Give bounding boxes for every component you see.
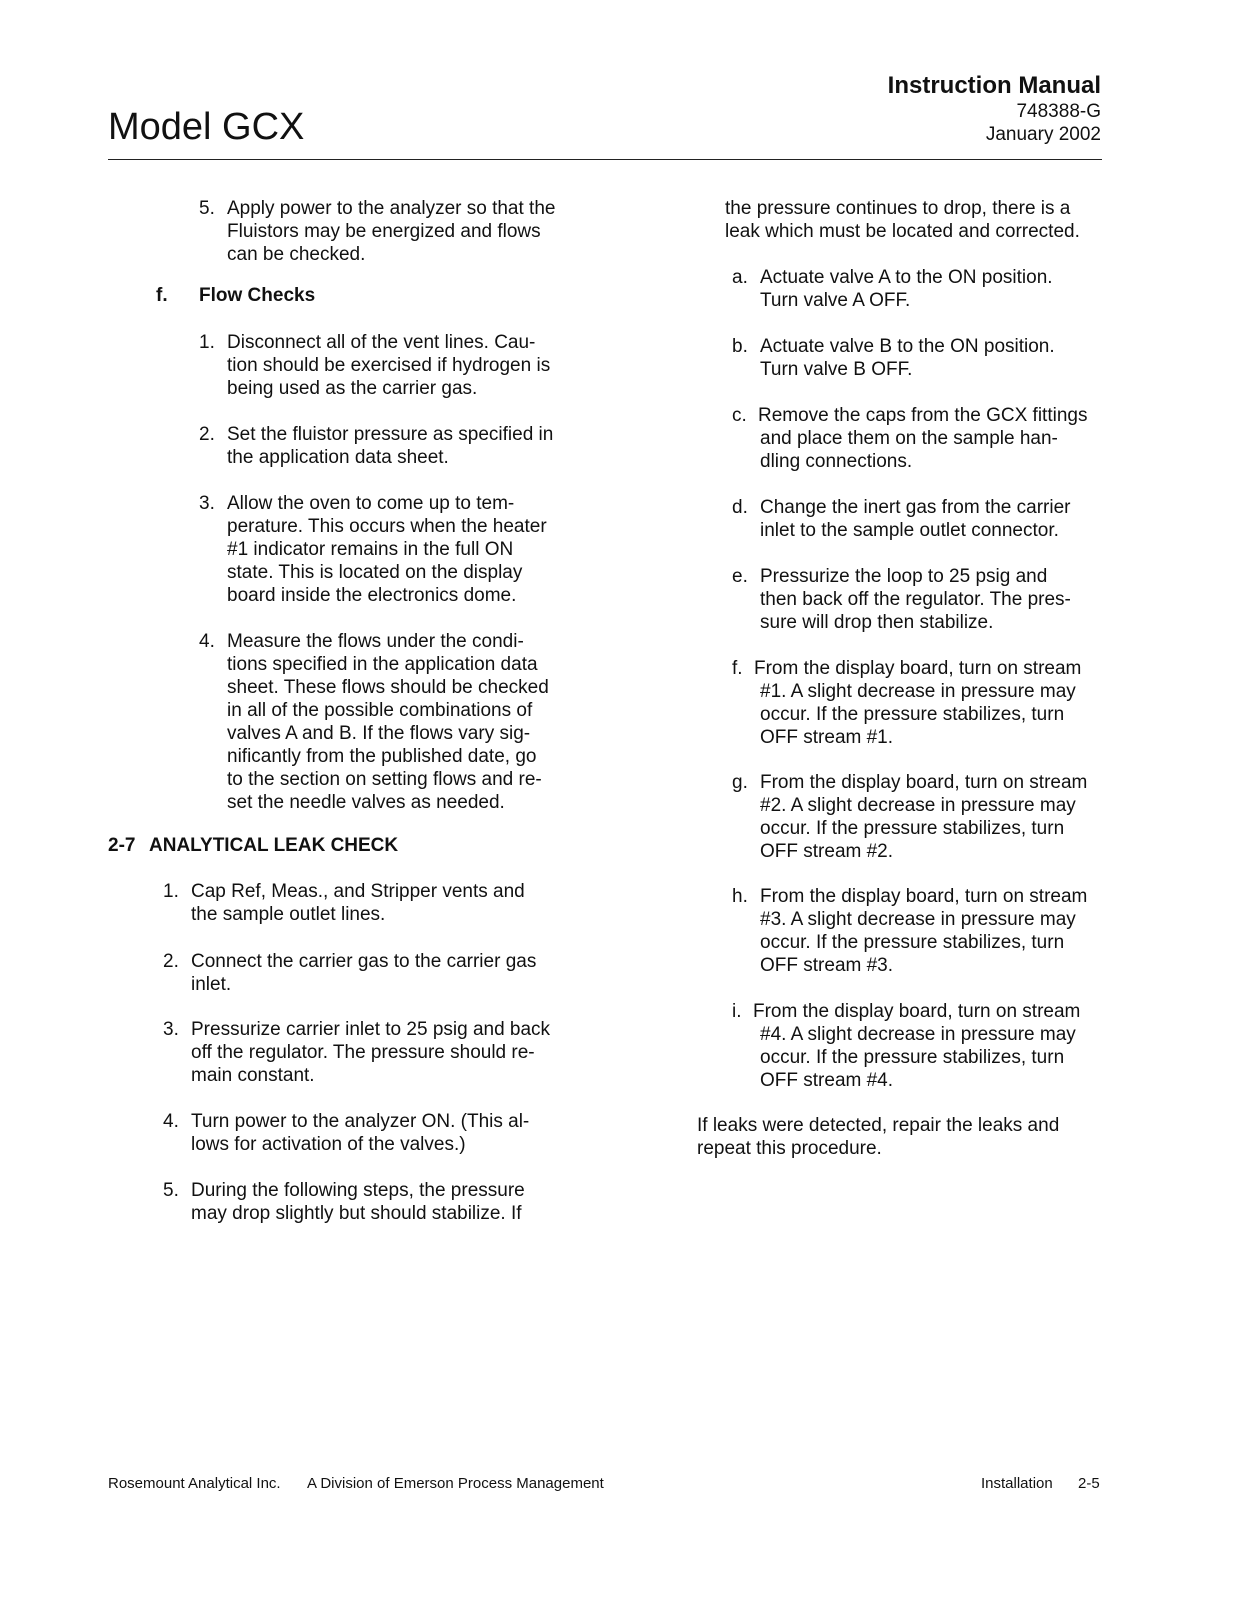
step-f-line: From the display board, turn on stream xyxy=(754,658,1082,679)
flow-item-3-line: Allow the oven to come up to tem- xyxy=(227,493,515,514)
flow-item-3-line: perature. This occurs when the heater xyxy=(227,516,547,537)
flow-item-3-line: state. This is located on the display xyxy=(227,562,523,583)
step-c-line: Remove the caps from the GCX fittings xyxy=(758,405,1088,426)
closing-line: repeat this procedure. xyxy=(697,1138,882,1159)
step-d-line: inlet to the sample outlet connector. xyxy=(760,520,1059,541)
step-i-letter: i. xyxy=(732,1001,742,1022)
step-c-letter: c. xyxy=(732,405,747,426)
leak-item-4-line: lows for activation of the valves.) xyxy=(191,1134,466,1155)
section-heading: ANALYTICAL LEAK CHECK xyxy=(149,835,399,856)
step-g-line: OFF stream #2. xyxy=(760,841,894,862)
step-b-letter: b. xyxy=(732,336,748,357)
leak-item-1-number: 1. xyxy=(163,881,179,902)
step-e-line: then back off the regulator. The pres- xyxy=(760,589,1071,610)
footer-section: Installation xyxy=(981,1475,1053,1492)
step-f-letter: f. xyxy=(732,658,743,679)
step-e-letter: e. xyxy=(732,566,748,587)
step-b-line: Turn valve B OFF. xyxy=(760,359,913,380)
page-number: 2-5 xyxy=(1078,1475,1100,1492)
flow-item-1-line: being used as the carrier gas. xyxy=(227,378,478,399)
flow-item-4-line: to the section on setting flows and re- xyxy=(227,769,542,790)
leak-item-4-line: Turn power to the analyzer ON. (This al- xyxy=(191,1111,530,1132)
flow-item-3-line: board inside the electronics dome. xyxy=(227,585,517,606)
leak-item-2-line: inlet. xyxy=(191,974,232,995)
flow-item-4-line: sheet. These flows should be checked xyxy=(227,677,549,698)
flow-item-3-line: #1 indicator remains in the full ON xyxy=(227,539,514,560)
step-h-line: OFF stream #3. xyxy=(760,955,894,976)
step-g-line: From the display board, turn on stream xyxy=(760,772,1088,793)
step-h-line: From the display board, turn on stream xyxy=(760,886,1088,907)
leak-item-2-line: Connect the carrier gas to the carrier gas xyxy=(191,951,537,972)
flow-item-1-line: Disconnect all of the vent lines. Cau- xyxy=(227,332,536,353)
flow-item-2-line: Set the fluistor pressure as specified in xyxy=(227,424,554,445)
step-f-line: occur. If the pressure stabilizes, turn xyxy=(760,704,1065,725)
leak-item-3-line: off the regulator. The pressure should re- xyxy=(191,1042,535,1063)
step-e-line: sure will drop then stabilize. xyxy=(760,612,994,633)
step-i-line: occur. If the pressure stabilizes, turn xyxy=(760,1047,1065,1068)
leak-item-3-number: 3. xyxy=(163,1019,179,1040)
document-date: January 2002 xyxy=(985,124,1101,145)
flow-item-4-line: valves A and B. If the flows vary sig- xyxy=(227,723,531,744)
step-g-line: #2. A slight decrease in pressure may xyxy=(760,795,1076,816)
step-h-letter: h. xyxy=(732,886,748,907)
step-f-line: OFF stream #1. xyxy=(760,727,894,748)
item-5-number: 5. xyxy=(199,198,215,219)
flow-checks-heading: Flow Checks xyxy=(199,285,316,306)
step-d-letter: d. xyxy=(732,497,748,518)
step-e-line: Pressurize the loop to 25 psig and xyxy=(760,566,1048,587)
leak-item-5-number: 5. xyxy=(163,1180,179,1201)
step-h-line: #3. A slight decrease in pressure may xyxy=(760,909,1076,930)
model-title: Model GCX xyxy=(108,106,305,148)
leak-item-1-line: the sample outlet lines. xyxy=(191,904,386,925)
flow-item-4-line: in all of the possible combinations of xyxy=(227,700,533,721)
continuation-line: leak which must be located and corrected. xyxy=(725,221,1080,242)
flow-item-1-number: 1. xyxy=(199,332,215,353)
step-c-line: and place them on the sample han- xyxy=(760,428,1058,449)
flow-item-4-line: Measure the flows under the condi- xyxy=(227,631,524,652)
item-5-line-2: Fluistors may be energized and flows xyxy=(227,221,541,242)
step-f-line: #1. A slight decrease in pressure may xyxy=(760,681,1076,702)
leak-item-5-line: may drop slightly but should stabilize. If xyxy=(191,1203,522,1224)
footer-division: A Division of Emerson Process Management xyxy=(307,1475,604,1492)
step-i-line: From the display board, turn on stream xyxy=(753,1001,1081,1022)
step-b-line: Actuate valve B to the ON position. xyxy=(760,336,1055,357)
step-a-line: Actuate valve A to the ON position. xyxy=(760,267,1053,288)
item-5-line-3: can be checked. xyxy=(227,244,366,265)
flow-item-4-line: tions specified in the application data xyxy=(227,654,538,675)
flow-item-1-line: tion should be exercised if hydrogen is xyxy=(227,355,551,376)
leak-item-5-line: During the following steps, the pressure xyxy=(191,1180,525,1201)
closing-line: If leaks were detected, repair the leaks and xyxy=(697,1115,1060,1136)
flow-item-2-number: 2. xyxy=(199,424,215,445)
header-rule xyxy=(108,159,1102,160)
section-number: 2-7 xyxy=(108,835,136,856)
step-i-line: OFF stream #4. xyxy=(760,1070,894,1091)
document-number: 748388-G xyxy=(1016,101,1101,122)
leak-item-1-line: Cap Ref, Meas., and Stripper vents and xyxy=(191,881,525,902)
step-d-line: Change the inert gas from the carrier xyxy=(760,497,1071,518)
manual-title: Instruction Manual xyxy=(887,72,1101,99)
step-g-letter: g. xyxy=(732,772,748,793)
step-g-line: occur. If the pressure stabilizes, turn xyxy=(760,818,1065,839)
flow-checks-letter: f. xyxy=(156,285,168,306)
step-a-line: Turn valve A OFF. xyxy=(760,290,911,311)
flow-item-2-line: the application data sheet. xyxy=(227,447,449,468)
leak-item-3-line: main constant. xyxy=(191,1065,315,1086)
flow-item-4-number: 4. xyxy=(199,631,215,652)
item-5-line-1: Apply power to the analyzer so that the xyxy=(227,198,556,219)
flow-item-4-line: nificantly from the published date, go xyxy=(227,746,537,767)
step-a-letter: a. xyxy=(732,267,748,288)
leak-item-4-number: 4. xyxy=(163,1111,179,1132)
leak-item-3-line: Pressurize carrier inlet to 25 psig and back xyxy=(191,1019,551,1040)
continuation-line: the pressure continues to drop, there is a xyxy=(725,198,1071,219)
footer-company: Rosemount Analytical Inc. xyxy=(108,1475,281,1492)
step-c-line: dling connections. xyxy=(760,451,913,472)
step-i-line: #4. A slight decrease in pressure may xyxy=(760,1024,1076,1045)
leak-item-2-number: 2. xyxy=(163,951,179,972)
flow-item-3-number: 3. xyxy=(199,493,215,514)
step-h-line: occur. If the pressure stabilizes, turn xyxy=(760,932,1065,953)
flow-item-4-line: set the needle valves as needed. xyxy=(227,792,505,813)
